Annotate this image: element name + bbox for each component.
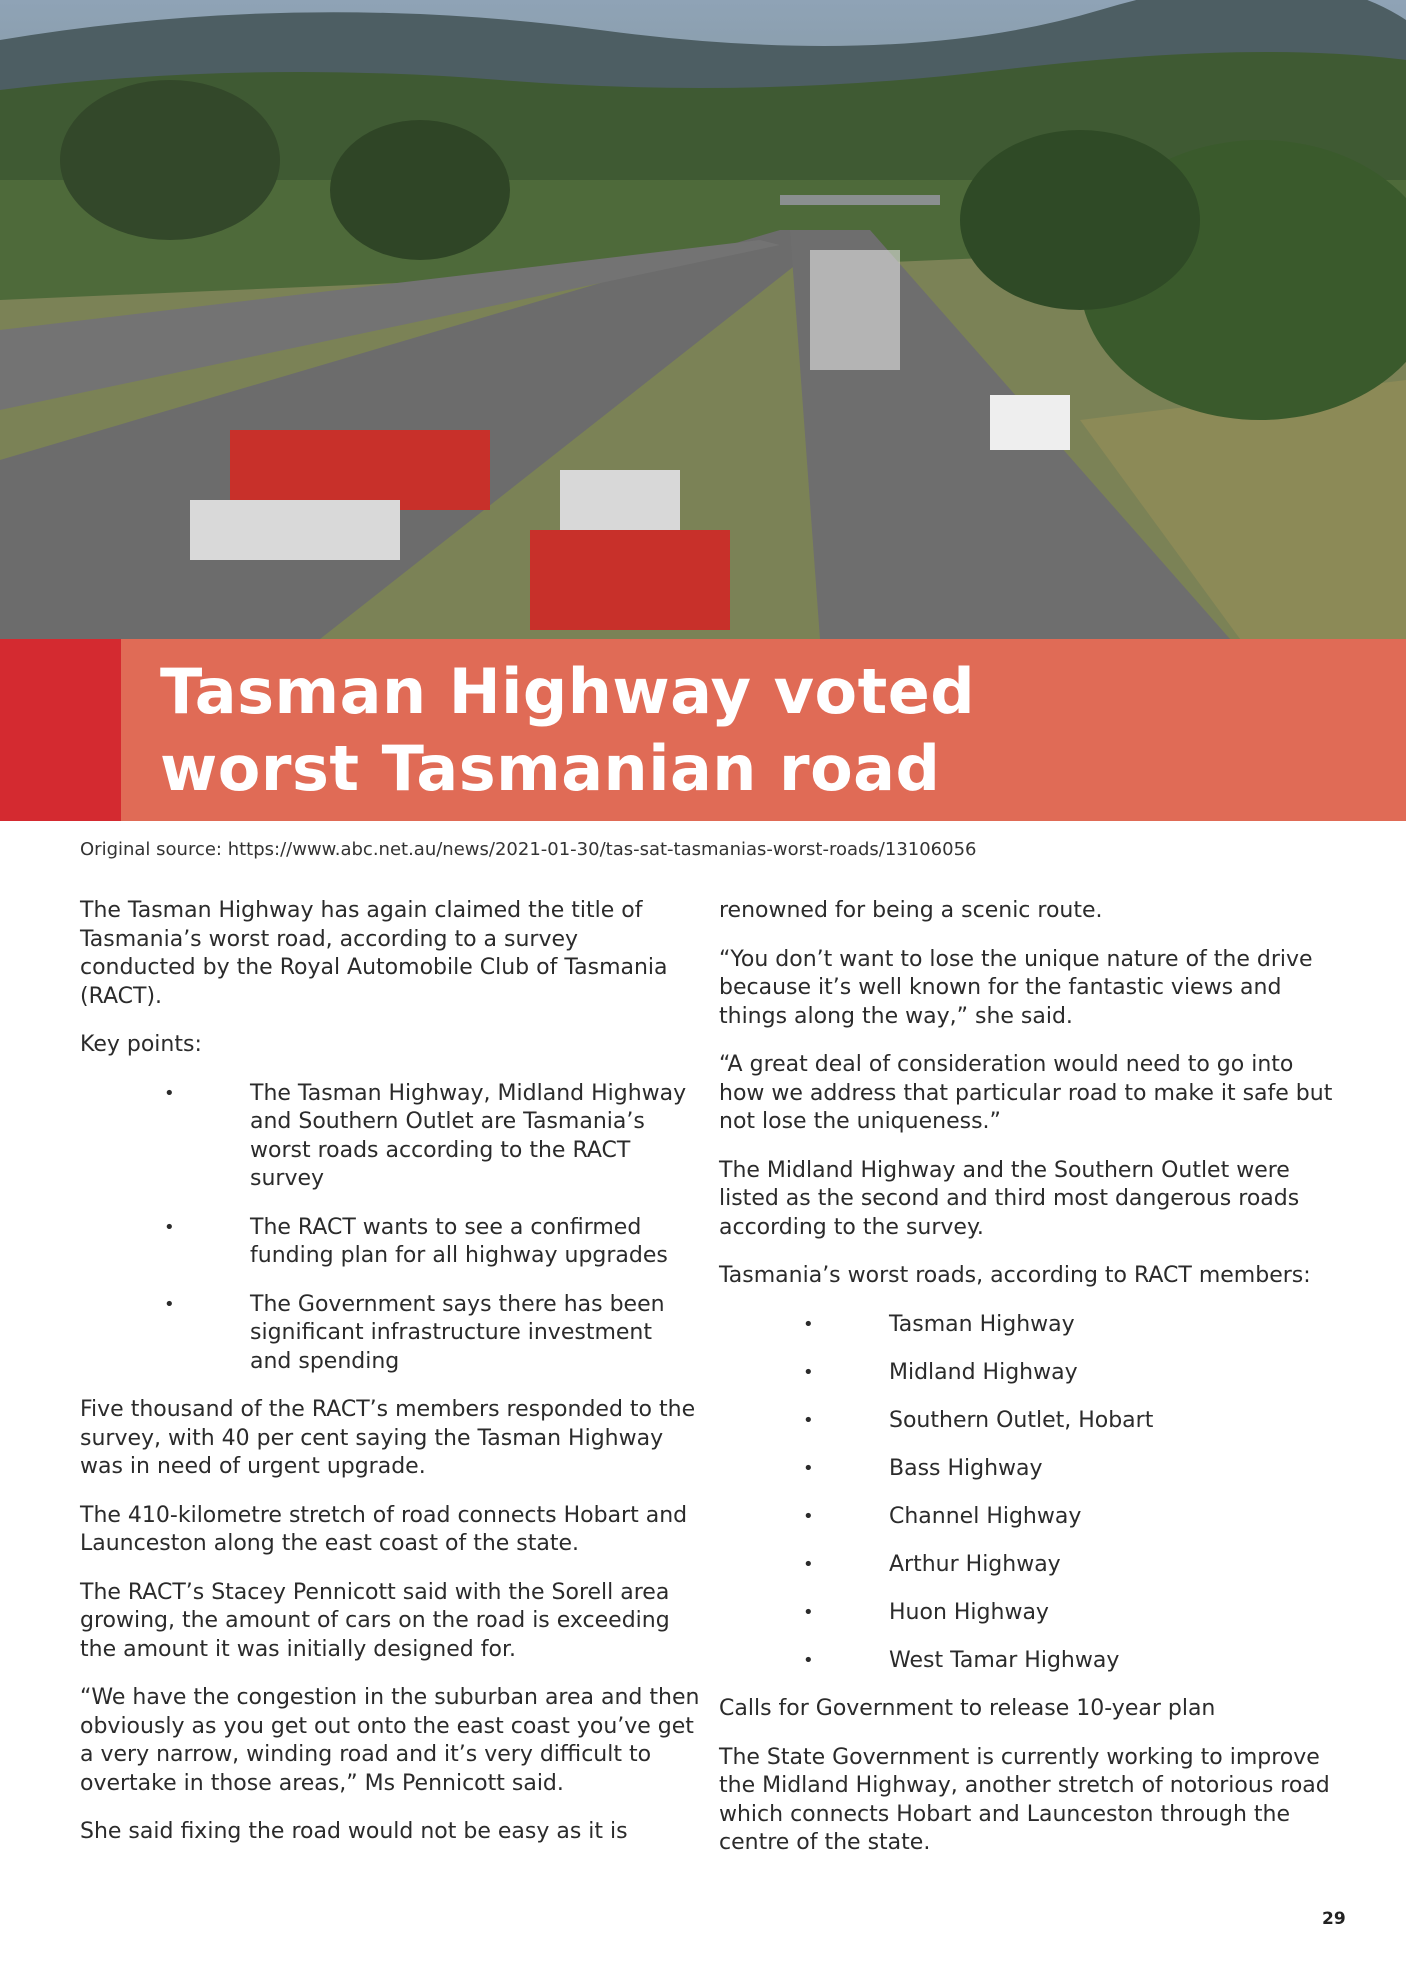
source-line: Original source: https://www.abc.net.au/news/2021-01-30/tas-sat-tasmanias-worst-roads/13106056: [80, 839, 977, 860]
road-name: Channel Highway: [889, 1503, 1082, 1529]
list-item: [719, 1647, 1339, 1676]
page-number: 29: [1322, 1909, 1346, 1929]
left-column: [80, 897, 700, 1867]
bullet-icon: •: [803, 1505, 814, 1527]
highway-crash-photo: [0, 0, 1406, 639]
list-item: [719, 1455, 1339, 1484]
paragraph: The 410-kilometre stretch of road connects Hobart and Launceston along the east coast of the state.: [80, 1502, 688, 1556]
paragraph: “We have the congestion in the suburban area and then obviously as you get out onto the east coast you’ve get a very narrow, winding road and it’s very difficult to overtake in those areas,” Ms Pennicott said.: [80, 1685, 700, 1796]
road-name: Arthur Highway: [889, 1551, 1061, 1577]
road-name: Tasman Highway: [889, 1311, 1075, 1337]
article-title: [160, 653, 1360, 807]
bullet-icon: •: [164, 1293, 175, 1315]
list-item: [80, 1080, 700, 1194]
bullet-icon: •: [803, 1409, 814, 1431]
road-name: Bass Highway: [889, 1455, 1043, 1481]
list-item: [719, 1359, 1339, 1388]
bullet-icon: •: [803, 1649, 814, 1671]
bullet-icon: •: [803, 1361, 814, 1383]
bullet-icon: •: [803, 1553, 814, 1575]
paragraph: The Midland Highway and the Southern Outlet were listed as the second and third most dangerous roads according to the survey.: [719, 1157, 1300, 1240]
list-item: [80, 1214, 700, 1271]
list-item: [719, 1599, 1339, 1628]
right-column: [719, 897, 1339, 1878]
intro-paragraph: The Tasman Highway has again claimed the title of Tasmania’s worst road, according to a survey conducted by the Royal Automobile Club of Tasmania (RACT).: [80, 898, 668, 1009]
paragraph: The RACT’s Stacey Pennicott said with the Sorell area growing, the amount of cars on the road is exceeding the amount it was initially designed for.: [80, 1579, 670, 1662]
bullet-icon: •: [803, 1457, 814, 1479]
paragraph: “A great deal of consideration would need to go into how we address that particular road to make it safe but not lose the uniqueness.”: [719, 1052, 1333, 1134]
list-item: [719, 1311, 1339, 1340]
road-name: Midland Highway: [889, 1359, 1078, 1385]
road-name: Huon Highway: [889, 1599, 1049, 1625]
key-point-text: The RACT wants to see a confirmed funding plan for all highway upgrades: [250, 1214, 668, 1268]
bullet-icon: •: [164, 1082, 175, 1104]
subheading: Calls for Government to release 10-year plan: [719, 1696, 1216, 1721]
key-point-text: The Government says there has been significant infrastructure investment and spending: [250, 1291, 665, 1374]
paragraph: Tasmania’s worst roads, according to RACT members:: [719, 1263, 1311, 1288]
key-point-text: The Tasman Highway, Midland Highway and Southern Outlet are Tasmania’s worst roads according to the RACT survey: [250, 1080, 687, 1191]
title-band: [0, 639, 1406, 821]
bullet-icon: •: [803, 1601, 814, 1623]
road-name: Southern Outlet, Hobart: [889, 1407, 1154, 1433]
paragraph: The State Government is currently working to improve the Midland Highway, another stretch of notorious road which connects Hobart and Launceston through the centre of the state.: [719, 1744, 1330, 1855]
road-name: West Tamar Highway: [889, 1647, 1120, 1673]
title-line-1: Tasman Highway voted: [160, 655, 976, 728]
paragraph: Five thousand of the RACT’s members responded to the survey, with 40 per cent saying the Tasman Highway was in need of urgent upgrade.: [80, 1397, 696, 1479]
key-points-label: Key points:: [80, 1032, 202, 1057]
title-line-2: worst Tasmanian road: [160, 732, 941, 805]
bullet-icon: •: [164, 1216, 175, 1238]
list-item: [719, 1551, 1339, 1580]
key-points-list: [80, 1080, 700, 1377]
list-item: [719, 1407, 1339, 1436]
list-item: [719, 1503, 1339, 1532]
title-accent-block: [0, 639, 121, 821]
worst-roads-list: [719, 1311, 1339, 1676]
paragraph: “You don’t want to lose the unique nature of the drive because it’s well known for the fantastic views and things along the way,” she said.: [719, 946, 1313, 1029]
list-item: [80, 1291, 700, 1377]
paragraph: renowned for being a scenic route.: [719, 898, 1103, 923]
bullet-icon: •: [803, 1313, 814, 1335]
paragraph: She said fixing the road would not be easy as it is: [80, 1819, 628, 1844]
